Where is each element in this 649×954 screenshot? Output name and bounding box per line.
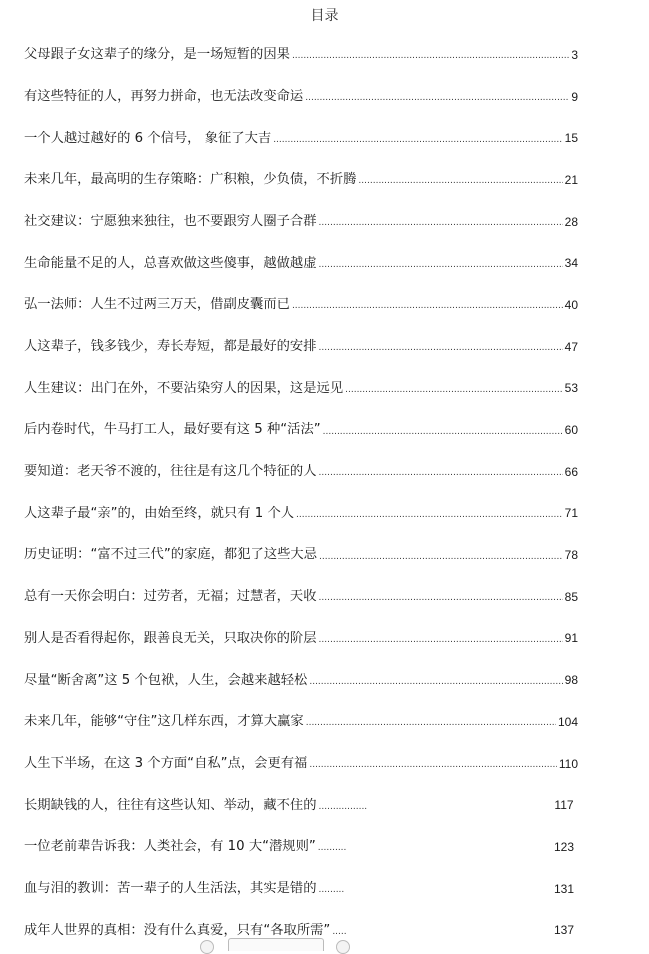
toc-entry-title: 要知道：老天爷不渡的，往往是有这几个特征的人: [24, 464, 317, 480]
toc-entry[interactable]: [24, 368, 578, 410]
dot-leader: [292, 52, 569, 61]
dot-leader: [306, 719, 556, 728]
toc-entry[interactable]: [24, 284, 578, 326]
dot-leader: [319, 803, 367, 812]
toc-entry-title: 弘一法师：人生不过两三万天，借副皮囊而已: [24, 297, 290, 313]
dot-leader: [319, 261, 563, 270]
toc-entry-title: 一位老前辈告诉我：人类社会，有 10 大“潜规则”: [24, 839, 316, 855]
toc-entry[interactable]: [24, 659, 578, 701]
dot-leader: [345, 386, 563, 395]
dot-leader: [323, 428, 563, 437]
dot-leader: [332, 928, 346, 937]
toc-entry[interactable]: [24, 201, 578, 243]
toc-entry-page: 85: [564, 589, 578, 604]
toc-entry-title: 人这辈子最“亲”的，由始至终，就只有 1 个人: [24, 505, 295, 521]
toc-entry-title: 人生建议：出门在外，不要沾染穷人的因果，这是远见: [24, 380, 344, 396]
toc-entry-page: 9: [571, 89, 578, 104]
dot-leader: [319, 594, 563, 603]
toc-entry-title: 总有一天你会明白：过劳者，无福；过慧者，天收: [24, 589, 317, 605]
toc-entry[interactable]: [24, 493, 578, 535]
toc-entry[interactable]: [24, 451, 578, 493]
toc-entry-title: 未来几年，最高明的生存策略：广积粮，少负债，不折腾: [24, 172, 357, 188]
toc-entry-title: 成年人世界的真相：没有什么真爱，只有“各取所需”: [24, 922, 331, 938]
dot-leader: [273, 136, 562, 145]
toc-entry-page: 78: [564, 548, 578, 563]
toc-entry-title: 有这些特征的人，再努力拼命，也无法改变命运: [24, 88, 304, 104]
toc-entry-title: 长期缺钱的人，往往有这些认知、举动，藏不住的: [24, 797, 317, 813]
toc-title: 目录: [310, 8, 339, 24]
toc-entry[interactable]: [24, 701, 578, 743]
toc-entry[interactable]: [24, 618, 578, 660]
previous-page-button[interactable]: [200, 940, 214, 954]
dot-leader: [292, 302, 563, 311]
dot-leader: [319, 344, 563, 353]
dot-leader: [296, 511, 563, 520]
toc-entry-page: 91: [564, 631, 578, 646]
toc-entry-title: 一个人越过越好的 6 个信号， 象征了大吉: [24, 130, 272, 146]
toc-entry-title: 未来几年，能够“守住”这几样东西，才算大赢家: [24, 714, 304, 730]
dot-leader: [319, 219, 563, 228]
toc-entry-page: 53: [564, 381, 578, 396]
toc-entry[interactable]: [24, 242, 578, 284]
toc-entry-page: 3: [571, 47, 578, 62]
toc-entry[interactable]: [24, 534, 578, 576]
dot-leader: [309, 761, 557, 770]
dot-leader: [309, 678, 562, 687]
toc-entry-page: 40: [564, 297, 578, 312]
toc-entry[interactable]: [24, 826, 578, 868]
toc-entry[interactable]: [24, 784, 578, 826]
dot-leader: [305, 94, 569, 103]
toc-entry[interactable]: [24, 159, 578, 201]
dot-leader: [358, 177, 562, 186]
toc-entry-title: 别人是否看得起你，跟善良无关，只取决你的阶层: [24, 630, 317, 646]
toc-entry[interactable]: [24, 326, 578, 368]
toc-entry-title: 后内卷时代，牛马打工人，最好要有这 5 种“活法”: [24, 422, 321, 438]
toc-entry-title: 人这辈子，钱多钱少，寿长寿短，都是最好的安排: [24, 339, 317, 354]
toc-entry[interactable]: [24, 117, 578, 159]
dot-leader: [319, 469, 563, 478]
toc-entry-page: 117: [554, 798, 574, 813]
toc-entry-title: 历史证明：“富不过三代”的家庭，都犯了这些大忌: [24, 547, 318, 563]
toc-entry-title: 生命能量不足的人，总喜欢做这些傻事，越做越虚: [24, 255, 317, 271]
toc-list: [24, 34, 578, 951]
toc-entry[interactable]: [24, 743, 578, 785]
toc-entry[interactable]: [24, 868, 578, 910]
next-page-button[interactable]: [336, 940, 350, 954]
toc-entry-title: 人生下半场，在这 3 个方面“自私”点，会更有福: [24, 755, 308, 771]
page-number-field[interactable]: [228, 938, 324, 951]
toc-entry-title: 血与泪的教训：苦一辈子的人生活法，其实是错的: [24, 880, 317, 896]
toc-entry[interactable]: [24, 409, 578, 451]
dot-leader: [319, 636, 563, 645]
toc-entry-page: 28: [564, 214, 578, 229]
toc-entry-page: 137: [553, 923, 575, 938]
toc-entry-page: 98: [564, 673, 578, 688]
dot-leader: [319, 886, 345, 895]
dot-leader: [318, 844, 346, 853]
toc-entry-page: 66: [564, 464, 578, 479]
toc-entry-page: 34: [564, 256, 578, 271]
toc-entry-title: 尽量“断舍离”这 5 个包袱，人生，会越来越轻松: [24, 672, 308, 688]
toc-entry-page: 71: [564, 506, 578, 521]
toc-entry-page: 60: [564, 423, 578, 438]
toc-entry-page: 21: [564, 172, 578, 187]
page-navigation-controls: [200, 938, 360, 950]
toc-entry[interactable]: [24, 576, 578, 618]
toc-entry-page: 131: [553, 881, 575, 896]
toc-entry[interactable]: [24, 34, 578, 76]
toc-entry-title: 社交建议：宁愿独来独往，也不要跟穷人圈子合群: [24, 213, 317, 229]
dot-leader: [319, 553, 563, 562]
toc-entry-page: 123: [553, 839, 575, 854]
toc-entry-page: 47: [564, 339, 578, 354]
toc-entry-page: 15: [564, 131, 578, 146]
toc-entry-page: 110: [558, 756, 578, 771]
toc-entry-page: 104: [557, 714, 578, 729]
toc-entry-title: 父母跟子女这辈子的缘分，是一场短暂的因果: [24, 47, 290, 63]
toc-entry[interactable]: [24, 76, 578, 118]
